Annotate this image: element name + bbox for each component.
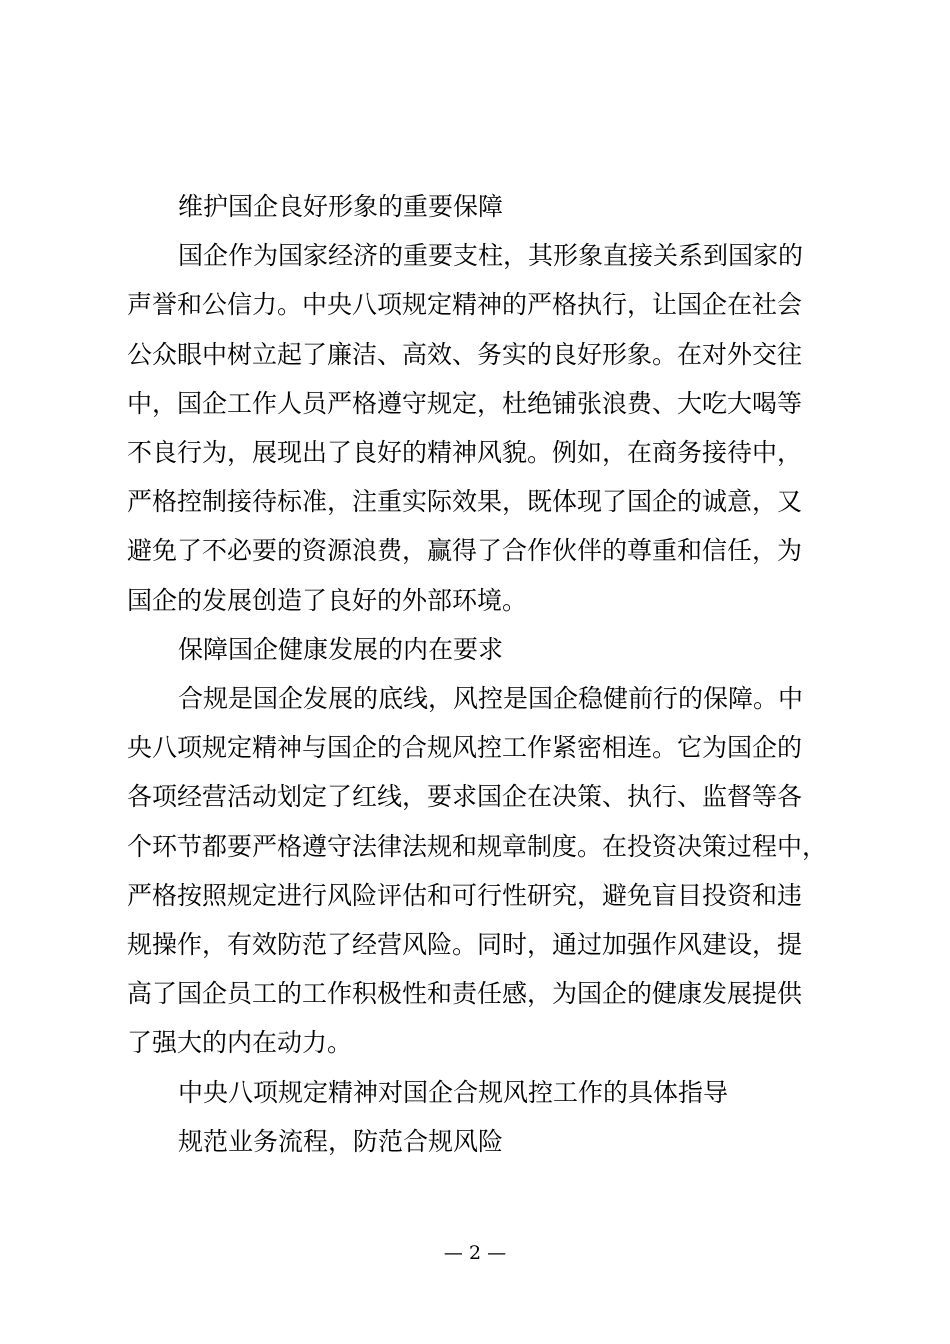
paragraph-line: 规操作，有效防范了经营风险。同时，通过加强作风建设，提 [127,930,803,960]
paragraph-line: 严格控制接待标准，注重实际效果，既体现了国企的诚意，又 [127,487,803,517]
paragraph-line: 各项经营活动划定了红线，要求国企在决策、执行、监督等各 [127,782,803,812]
paragraph-line: 不良行为，展现出了良好的精神风貌。例如，在商务接待中， [127,438,803,468]
section-heading-image: 维护国企良好形象的重要保障 [178,192,504,221]
paragraph-line: 合规是国企发展的底线，风控是国企稳健前行的保障。中 [178,684,804,714]
paragraph-line: 国企的发展创造了良好的外部环境。 [127,585,528,615]
document-body [127,182,837,1166]
paragraph-line: 声誉和公信力。中央八项规定精神的严格执行，让国企在社会 [127,290,803,320]
paragraph-line: 了强大的内在动力。 [127,1028,353,1058]
paragraph-line: 个环节都要严格遵守法律法规和规章制度。在投资决策过程中， [127,831,828,861]
paragraph-line: 国企作为国家经济的重要支柱，其形象直接关系到国家的 [178,241,804,271]
paragraph-line: 公众眼中树立起了廉洁、高效、务实的良好形象。在对外交往 [127,339,803,369]
paragraph-line: 中，国企工作人员严格遵守规定，杜绝铺张浪费、大吃大喝等 [127,388,803,418]
paragraph-line: 避免了不必要的资源浪费，赢得了合作伙伴的尊重和信任，为 [127,536,803,566]
paragraph-image [127,231,837,625]
paragraph-line: 高了国企员工的工作积极性和责任感，为国企的健康发展提供 [127,979,803,1009]
paragraph-development [127,674,837,1068]
page-number: — 2 — [443,1242,507,1264]
section-heading-guidance: 中央八项规定精神对国企合规风控工作的具体指导 [178,1077,729,1107]
paragraph-line: 严格按照规定进行风险评估和可行性研究，避免盲目投资和违 [127,880,803,910]
section-heading-development: 保障国企健康发展的内在要求 [178,634,504,664]
subsection-heading-process: 规范业务流程，防范合规风险 [178,1126,504,1156]
paragraph-line: 央八项规定精神与国企的合规风控工作紧密相连。它为国企的 [127,733,803,763]
